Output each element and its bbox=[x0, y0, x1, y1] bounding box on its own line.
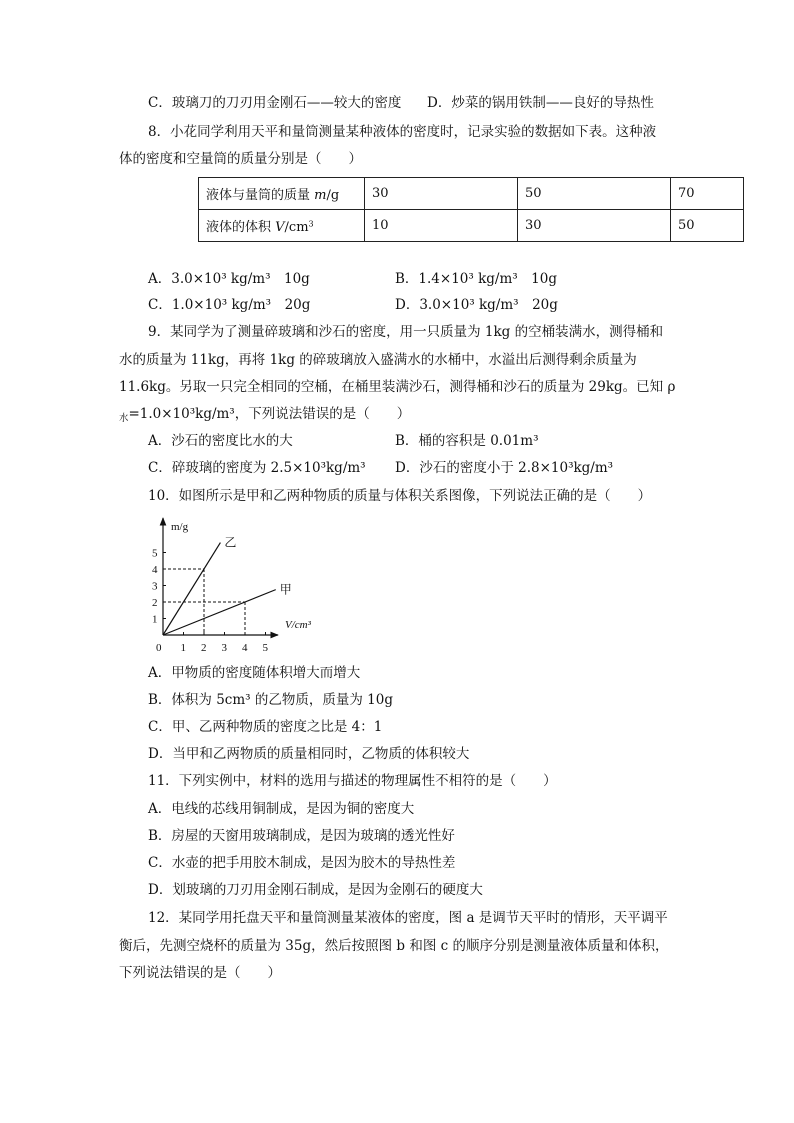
series-line bbox=[163, 543, 220, 635]
y-tick-label: 4 bbox=[152, 564, 158, 576]
y-axis-label: m/g bbox=[171, 521, 189, 533]
y-tick-label: 2 bbox=[152, 597, 158, 609]
series-line bbox=[163, 590, 276, 635]
q12-stem-line-3: 下列说法错误的是（ ） bbox=[119, 965, 281, 981]
q9-option-b: B．桶的容积是 0.01m³ bbox=[395, 433, 539, 449]
y-tick-label: 1 bbox=[152, 613, 158, 626]
table-cell: 30 bbox=[518, 210, 671, 242]
q8-stem-line-1: 8．小花同学利用天平和量筒测量某种液体的密度时，记录实验的数据如下表。这种液 bbox=[148, 124, 657, 140]
q10-option-b: B．体积为 5cm³ 的乙物质，质量为 10g bbox=[148, 692, 393, 708]
x-axis-label: V/cm³ bbox=[285, 619, 311, 631]
x-tick-label: 4 bbox=[242, 642, 248, 654]
q8-option-b: B．1.4×10³ kg/m³ 10g bbox=[395, 271, 557, 287]
x-tick-label: 1 bbox=[180, 642, 186, 654]
q8-stem-line-2: 体的密度和空量筒的质量分别是（ ） bbox=[119, 151, 362, 167]
q9-stem-line-3: 11.6kg。另取一只完全相同的空桶，在桶里装满沙石，测得桶和沙石的质量为 29kg。已知 ρ bbox=[119, 379, 676, 395]
q9-stem-line-2: 水的质量为 11kg，再将 1kg 的碎玻璃放入盛满水的水桶中，水溢出后测得剩余质量为 bbox=[119, 352, 637, 368]
q12-stem-line-2: 衡后，先测空烧杯的质量为 35g，然后按照图 b 和图 c 的顺序分别是测量液体质量和体积， bbox=[119, 938, 669, 954]
q11-option-a: A．电线的芯线用铜制成，是因为铜的密度大 bbox=[148, 801, 415, 817]
q9-option-d: D．沙石的密度小于 2.8×10³kg/m³ bbox=[395, 460, 614, 476]
q9-option-c: C．碎玻璃的密度为 2.5×10³kg/m³ bbox=[148, 460, 366, 476]
table-cell: 50 bbox=[671, 210, 744, 242]
table-cell: 50 bbox=[518, 178, 671, 210]
q11-option-b: B．房屋的天窗用玻璃制成，是因为玻璃的透光性好 bbox=[148, 828, 455, 844]
table-row-header: 液体的体积 $V/cm^3$ bbox=[199, 210, 365, 242]
table-cell: 10 bbox=[365, 210, 518, 242]
q8-option-a: A．3.0×10³ kg/m³ 10g bbox=[148, 271, 310, 287]
q10-option-a: A．甲物质的密度随体积增大而增大 bbox=[148, 665, 361, 681]
q8-option-c: C．1.0×10³ kg/m³ 20g bbox=[148, 297, 311, 313]
y-tick-label: 5 bbox=[152, 547, 158, 560]
q10-option-c: C．甲、乙两种物质的密度之比是 4：1 bbox=[148, 719, 383, 735]
q9-stem-line-4: $_水$=1.0×10³kg/m³，下列说法错误的是（ ） bbox=[119, 406, 411, 424]
q11-option-c: C．水壶的把手用胶木制成，是因为胶木的导热性差 bbox=[148, 855, 456, 871]
table-row bbox=[199, 178, 744, 210]
table-row-header: 液体与量筒的质量 m/g bbox=[199, 178, 365, 210]
table-row bbox=[199, 210, 744, 242]
q9-option-a: A．沙石的密度比水的大 bbox=[148, 433, 293, 449]
mass-volume-chart bbox=[148, 512, 338, 662]
x-tick-label: 2 bbox=[201, 642, 207, 654]
q8-data-table bbox=[198, 177, 744, 242]
q11-stem: 11．下列实例中，材料的选用与描述的物理属性不相符的是（ ） bbox=[148, 773, 557, 789]
q10-option-d: D．当甲和乙两物质的质量相同时，乙物质的体积较大 bbox=[148, 746, 470, 762]
q7-option-c: C．玻璃刀的刀刃用金刚石——较大的密度 bbox=[148, 95, 402, 111]
q8-option-d: D．3.0×10³ kg/m³ 20g bbox=[395, 297, 558, 313]
q7-option-d: D．炒菜的锅用铁制——良好的导热性 bbox=[427, 95, 654, 111]
x-tick-label: 3 bbox=[221, 642, 227, 654]
x-tick-label: 0 bbox=[156, 642, 162, 654]
q11-option-d: D．划玻璃的刀刃用金刚石制成，是因为金刚石的硬度大 bbox=[148, 882, 483, 898]
q9-stem-line-1: 9．某同学为了测量碎玻璃和沙石的密度，用一只质量为 1kg 的空桶装满水，测得桶和 bbox=[148, 324, 664, 340]
table-cell: 30 bbox=[365, 178, 518, 210]
q10-stem: 10．如图所示是甲和乙两种物质的质量与体积关系图像，下列说法正确的是（ ） bbox=[148, 488, 652, 504]
series-label: 乙 bbox=[224, 535, 237, 550]
x-tick-label: 5 bbox=[262, 642, 268, 654]
y-tick-label: 3 bbox=[152, 580, 158, 593]
q12-stem-line-1: 12．某同学用托盘天平和量筒测量某液体的密度，图 a 是调节天平时的情形，天平调平 bbox=[148, 910, 668, 926]
table-cell: 70 bbox=[671, 178, 744, 210]
series-label: 甲 bbox=[279, 582, 292, 597]
